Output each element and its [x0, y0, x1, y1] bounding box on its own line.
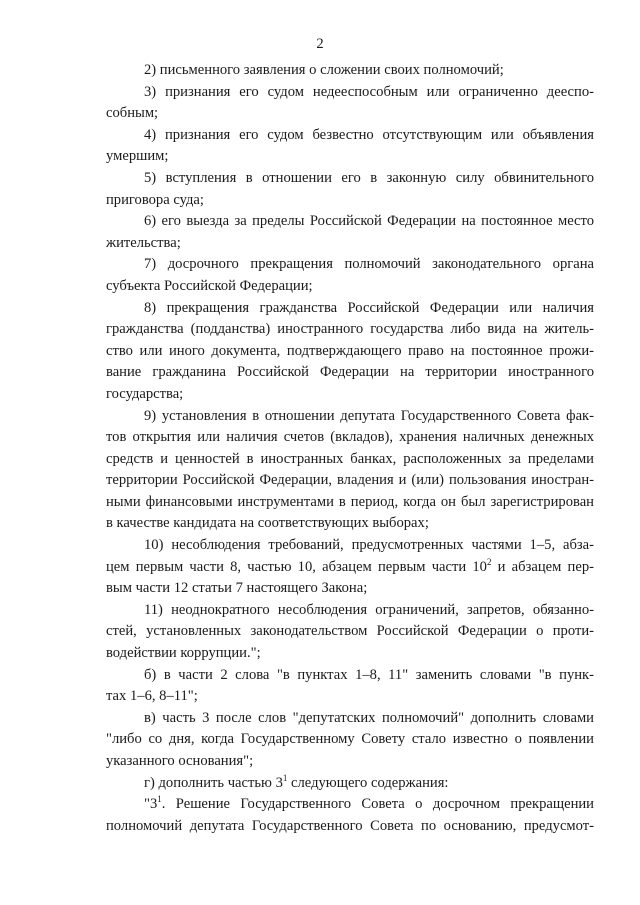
text-line: 11) неоднократного несоблюдения ограничений, запретов, обязанно- — [144, 601, 594, 618]
text-line: 4) признания его судом безвестно отсутствующим или объявления — [144, 126, 594, 143]
text-line: вым части 12 статьи 7 настоящего Закона; — [106, 580, 368, 597]
text-line: государства; — [106, 385, 184, 402]
text-line: цем первым части 8, частью 10, абзацем первым части $10^2$ и абзацем пер- — [106, 556, 594, 575]
paragraph — [106, 82, 594, 125]
text-line: жительства; — [106, 234, 181, 251]
text-line: 7) досрочного прекращения полномочий законодательного органа — [144, 256, 594, 273]
text-line: "$3^1$. Решение Государственного Совета о досрочном прекращении — [144, 794, 594, 813]
text-line: стей, установленных законодательством Российской Федерации о проти- — [106, 623, 594, 640]
text-line: 2) письменного заявления о сложении своих полномочий; — [144, 62, 504, 78]
text-line: в качестве кандидата на соответствующих выборах; — [106, 515, 429, 532]
text-line: 5) вступления в отношении его в законную силу обвинительного — [144, 169, 594, 186]
paragraph — [106, 60, 594, 82]
text-line: умершим; — [106, 148, 169, 165]
paragraph — [106, 125, 594, 168]
text-line: тов открытия или наличия счетов (вкладов), хранения наличных денежных — [106, 429, 594, 446]
paragraph — [106, 665, 594, 708]
paragraph — [106, 794, 594, 837]
text-line: в) часть 3 после слов "депутатских полномочий" дополнить словами — [144, 709, 594, 726]
text-line: 9) установления в отношении депутата Государственного Совета фак- — [144, 407, 594, 424]
text-line: б) в части 2 слова "в пунктах 1–8, 11" заменить словами "в пунк- — [144, 666, 594, 683]
text-line: 10) несоблюдения требований, предусмотренных частями 1–5, абза- — [144, 537, 594, 554]
paragraph — [106, 254, 594, 297]
text-line: ство или иного документа, подтверждающего право на постоянное прожи- — [106, 342, 594, 359]
text-line: водействии коррупции."; — [106, 645, 261, 662]
text-line: указанного основания"; — [106, 753, 254, 769]
paragraph — [106, 211, 594, 254]
text-line: 8) прекращения гражданства Российской Федерации или наличия — [144, 299, 594, 316]
text-line: вание гражданина Российской Федерации на территории иностранного — [106, 364, 594, 381]
paragraph — [106, 406, 594, 536]
text-line: территории Российской Федерации, владения и (или) пользования иностран- — [106, 472, 594, 489]
paragraph — [106, 708, 594, 773]
text-line: г) дополнить частью $3^1$ следующего содержания: — [144, 772, 449, 791]
text-line: собным; — [106, 105, 159, 122]
text-line: "либо со дня, когда Государственному Совету стало известно о появлении — [106, 731, 594, 748]
text-line: гражданства (подданства) иностранного государства либо вида на житель- — [106, 321, 594, 338]
paragraph — [106, 168, 594, 211]
document-body — [106, 60, 594, 837]
text-line: ными финансовыми инструментами в период, когда он был зарегистрирован — [106, 493, 594, 510]
paragraph — [106, 600, 594, 665]
text-line: полномочий депутата Государственного Совета по основанию, предусмот- — [106, 817, 594, 834]
paragraph — [106, 535, 594, 600]
text-line: приговора суда; — [106, 191, 204, 208]
text-line: субъекта Российской Федерации; — [106, 277, 313, 294]
text-line: средств и ценностей в иностранных банках, расположенных за пределами — [106, 450, 594, 467]
page-number: 2 — [316, 36, 324, 52]
text-line: тах 1–6, 8–11"; — [106, 688, 198, 705]
text-line: 3) признания его судом недееспособным или ограниченно дееспо- — [144, 83, 594, 100]
paragraph — [106, 298, 594, 406]
text-line: 6) его выезда за пределы Российской Федерации на постоянное место — [144, 213, 594, 230]
paragraph — [106, 773, 594, 795]
